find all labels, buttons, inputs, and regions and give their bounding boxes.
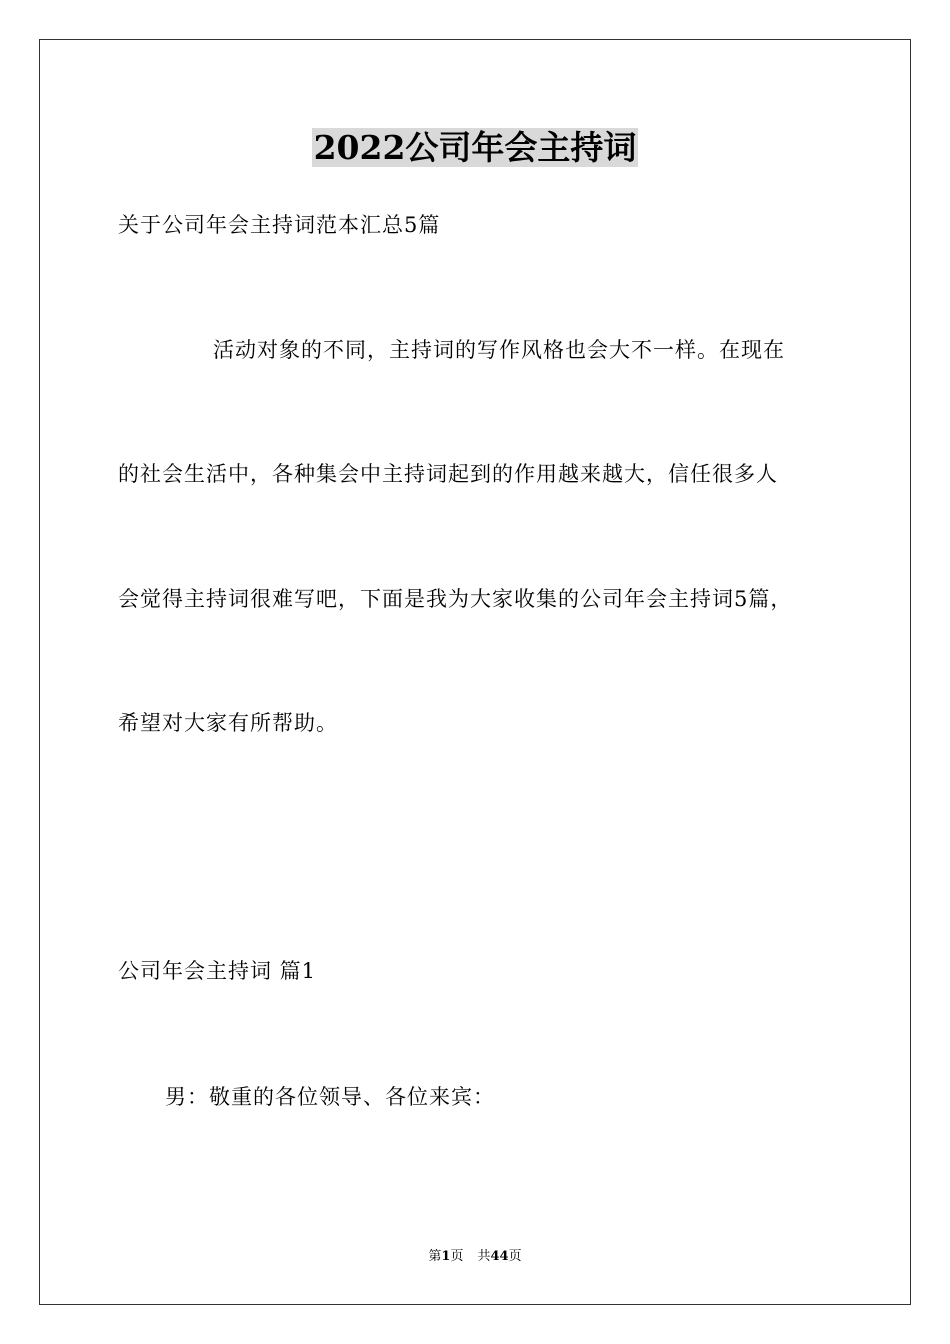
document-subtitle: 关于公司年会主持词范本汇总5篇 (118, 213, 441, 237)
intro-line-3: 会觉得主持词很难写吧，下面是我为大家收集的公司年会主持词5篇， (118, 587, 793, 611)
speech-line: 男：敬重的各位领导、各位来宾： (165, 1085, 495, 1109)
footer-total-pages: 44 (490, 1249, 509, 1264)
footer-page-suffix: 页 (450, 1249, 464, 1264)
intro-line-4: 希望对大家有所帮助。 (118, 711, 338, 735)
document-title (0, 128, 950, 168)
footer-page-number: 1 (441, 1249, 451, 1264)
footer-page-prefix: 第 (428, 1249, 442, 1264)
section-heading: 公司年会主持词 篇1 (118, 959, 317, 983)
page-footer (0, 1248, 950, 1266)
document-title-text: 2022公司年会主持词 (313, 128, 637, 167)
footer-total-prefix: 共 (477, 1249, 491, 1264)
intro-line-1: 活动对象的不同，主持词的写作风格也会大不一样。在现在 (213, 338, 785, 362)
footer-total-suffix: 页 (508, 1249, 522, 1264)
intro-line-2: 的社会生活中，各种集会中主持词起到的作用越来越大，信任很多人 (118, 462, 778, 486)
